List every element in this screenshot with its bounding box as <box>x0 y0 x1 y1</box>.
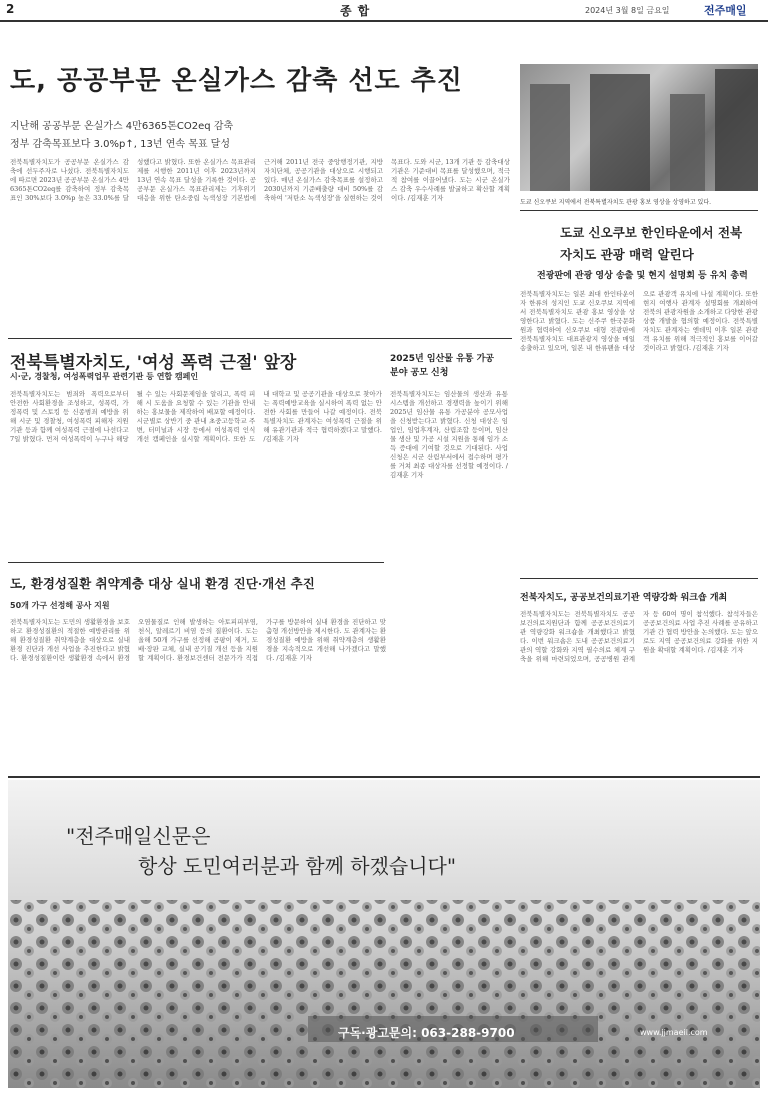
article1-subtitle1: 지난해 공공부문 온실가스 4만6365톤CO2eq 감축 <box>10 121 234 132</box>
article1-title: 도, 공공부문 온실가스 감축 선도 추진 <box>10 66 463 96</box>
advert-slogan-line2: 항상 도민여러분과 함께 하겠습니다" <box>138 854 457 878</box>
article3-title: 전북특별자치도, '여성 폭력 근절' 앞장 <box>10 353 297 373</box>
article4-title: 2025년 임산물 유통 가공분야 공모 신청 <box>390 354 495 378</box>
section-name: 종합 <box>340 4 376 18</box>
advert-website: www.jjmaeil.com <box>640 1028 708 1037</box>
article6-title: 전북자치도, 공공보건의료기관 역량강화 워크숍 개최 <box>520 593 728 603</box>
article4-body: 전북특별자치도는 임산물의 생산과 유통 시스템을 개선하고 경쟁력을 높이기 위해 2025년 임산물 유통 가공분야 공모사업을 신청받는다고 밝혔다. 신청 대상은 임업인, 임업후계자, 산림조합 등이며, 임산물 생산 및 가공 시설 지원을 통해 임가 소득 증대에 기여할 것으로 기대된다. 사업 신청은 시군 산림부서에서 접수하며 평가를 거쳐 최종 대상자를 선정할 예정이다. /김재훈 기자 <box>390 390 508 479</box>
issue-date: 2024년 3월 8일 금요일 <box>585 6 670 15</box>
page-header <box>0 0 768 22</box>
divider <box>8 562 384 563</box>
shinokubo-photo <box>520 64 758 191</box>
divider <box>520 578 758 579</box>
article6-body: 전북특별자치도는 전북특별자치도 공공보건의료지원단과 함께 공공보건의료기관 역량강화 워크숍을 개최했다고 밝혔다. 이번 워크숍은 도내 공공보건의료기관의 역할 강화와 지역 필수의료 체계 구축을 위해 마련되었으며, 공공병원 관계자 등 60여 명이 참석했다. 참석자들은 공공보건의료 사업 추진 사례를 공유하고 기관 간 협력 방안을 논의했다. 도는 앞으로도 지역 공공보건의료 강화를 위한 지원을 확대할 계획이다. /김재훈 기자 <box>520 610 758 663</box>
divider <box>520 210 758 211</box>
advert-slogan-line1: "전주매일신문은 <box>66 824 211 848</box>
photo-caption: 도쿄 신오쿠보 지역에서 전북특별자치도 관광 홍보 영상을 상영하고 있다. <box>520 199 712 206</box>
article3-subtitle: 시·군, 경찰청, 여성폭력업무 관련기관 등 연합 캠페인 <box>10 372 199 381</box>
article5-body: 전북특별자치도는 도민의 생활환경을 보호하고 환경성질환의 적절한 예방관리를 위해 환경성질환 취약계층을 대상으로 실내 환경 진단과 개선 사업을 추진한다고 밝혔다. 환경성질환이란 생활환경 속에서 환경오염물질로 인해 발생하는 아토피피부염, 천식, 알레르기 비염 등의 질환이다. 도는 올해 50개 가구를 선정해 곰팡이 제거, 도배·장판 교체, 실내 공기질 개선 등을 지원할 계획이다. 환경보건센터 전문가가 직접 가구를 방문하여 실내 환경을 진단하고 맞춤형 개선방안을 제시한다. 도 관계자는 환경성질환 예방을 위해 취약계층의 생활환경을 지속적으로 개선해 나가겠다고 말했다. /김재훈 기자 <box>10 618 386 662</box>
article1-subtitle2: 정부 감축목표보다 3.0%p↑, 13년 연속 목표 달성 <box>10 139 231 150</box>
article5-title: 도, 환경성질환 취약계층 대상 실내 환경 진단·개선 추진 <box>10 576 315 591</box>
divider <box>8 776 760 778</box>
advert-contact: 구독·광고문의: 063-288-9700 <box>338 1026 515 1040</box>
article2-subtitle: 전광판에 관광 영상 송출 및 현지 설명회 등 유치 총력 <box>537 271 748 281</box>
article2-body: 전북특별자치도는 일본 최대 한인타운이자 한류의 성지인 도쿄 신오쿠보 지역에서 전북특별자치도 관광 홍보 영상을 상영한다고 밝혔다. 도는 신주쿠 한국문화원과 협력하여 신오쿠보 대형 전광판에 전북특별자치도 대표관광지 영상을 매일 송출하고 있으며, 일본 내 한류팬을 대상으로 관광객 유치에 나설 계획이다. 또한 현지 여행사 관계자 설명회를 개최하여 전북의 관광자원을 소개하고 다양한 관광상품 개발을 협의할 예정이다. 전북특별자치도 관계자는 엔데믹 이후 일본 관광객 유치를 위해 적극적인 홍보를 이어갈 것이라고 밝혔다. /김재훈 기자 <box>520 290 758 352</box>
divider <box>8 338 512 339</box>
article1-body: 전북특별자치도가 공공부문 온실가스 감축에 선두주자로 나섰다. 전북특별자치도에 따르면 2023년 공공부문 온실가스 4만6365톤CO2eq를 감축하여 정부 감축목표인 30%보다 3.0%p 높은 33.0%를 달성했다고 밝혔다. 또한 온실가스 목표관리제를 시행한 2011년 이후 2023년까지 13년 연속 목표 달성을 기록한 것이다. 공공부문 온실가스 목표관리제는 기후위기 대응을 위한 탄소중립 녹색성장 기본법에 근거해 2011년 전국 중앙행정기관, 지방자치단체, 공공기관을 대상으로 시행되고 있다. 매년 온실가스 감축목표를 설정하고 2030년까지 기준배출량 대비 50%를 감축하여 '저탄소 녹색성장'을 실현하는 것이 목표다. 도와 시군, 13개 기관 등 감축대상 기관은 기준대비 목표를 달성했으며, 적극적 참여를 이끌어냈다. 도는 시군 온실가스 감축 우수사례를 발굴하고 확산할 계획이다. /김재훈 기자 <box>10 158 510 202</box>
paper-name: 전주매일 <box>704 4 747 17</box>
page-number: 2 <box>6 2 15 16</box>
article5-subtitle: 50개 가구 선정해 공사 지원 <box>10 601 110 610</box>
article3-body: 전북특별자치도는 범죄와 폭력으로부터 안전한 사회환경을 조성하고, 성폭력, 가정폭력 및 스토킹 등 신종범죄 예방을 위해 시군 및 경찰청, 여성폭력 피해자 지원기관 등과 함께 여성폭력 근절에 나선다고 7일 밝혔다. 먼저 여성폭력이 누구나 해당될 수 있는 사회문제임을 알리고, 폭력 피해 시 도움을 요청할 수 있는 기관을 안내하는 홍보물을 제작하여 배포할 예정이다. 시군별로 상반기 중 관내 초중고등학교 주변, 터미널과 시장 등에서 여성폭력 인식개선 캠페인을 실시할 계획이다. 또한 도내 대학교 및 공공기관을 대상으로 찾아가는 폭력예방교육을 실시하여 폭력 없는 안전한 사회를 만들어 나갈 예정이다. 전북특별자치도 관계자는 여성폭력 근절을 위해 유관기관과 적극 협력하겠다고 말했다. /김재훈 기자 <box>10 390 382 443</box>
article2-title: 도쿄 신오쿠보 한인타운에서 전북자치도 관광 매력 알린다 <box>560 225 743 262</box>
newspaper-advert <box>8 780 760 1088</box>
